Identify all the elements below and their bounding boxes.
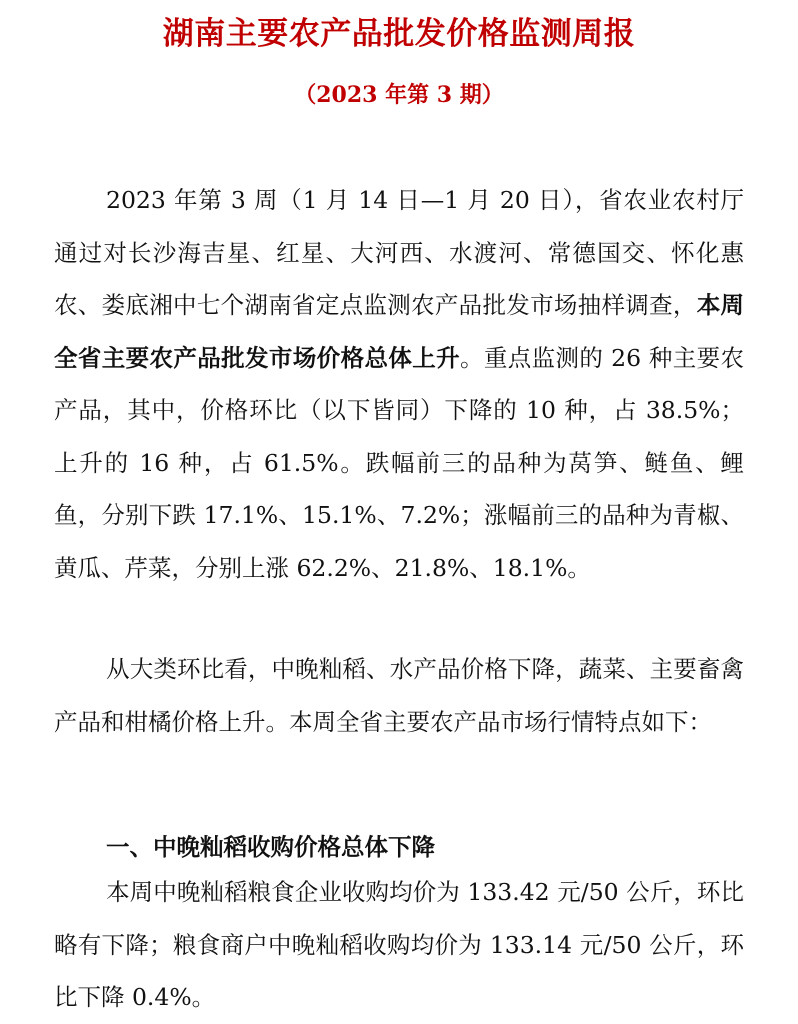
issue-number: （2023 年第 3 期） [294,82,504,108]
category-overview-paragraph [54,643,744,748]
section-heading-rice: 一、中晚籼稻收购价格总体下降 [106,833,435,861]
document-title: 湖南主要农产品批发价格监测周报 [162,16,636,52]
rice-price-paragraph [54,866,744,1024]
summary-text-before: 2023 年第 3 周（1 月 14 日—1 月 20 日），省农业农村厅通过对长沙海吉星、红星、大河西、水渡河、常德国交、怀化惠农、娄底湘中七个湖南省定点监测农产品批发市场抽样调查， [54,186,744,319]
summary-highlight: 本周全省主要农产品批发市场价格总体上升 [54,291,745,372]
category-overview-text: 从大类环比看，中晚籼稻、水产品价格下降，蔬菜、主要畜禽产品和柑橘价格上升。本周全省主要农产品市场行情特点如下： [54,655,744,736]
summary-paragraph [54,174,744,594]
summary-text-after: 。重点监测的 26 种主要农产品，其中，价格环比（以下皆同）下降的 10 种，占 38.5%；上升的 16 种，占 61.5%。跌幅前三的品种为莴笋、鲢鱼、鲤鱼，分别下跌 17.1%、15.1%、7.2%；涨幅前三的品种为青椒、黄瓜、芹菜，分别上涨 62.2%、21.8%、18.1%。 [54,343,745,582]
rice-price-text: 本周中晚籼稻粮食企业收购均价为 133.42 元/50 公斤，环比略有下降；粮食商户中晚籼稻收购均价为 133.14 元/50 公斤，环比下降 0.4%。 [54,878,744,1011]
